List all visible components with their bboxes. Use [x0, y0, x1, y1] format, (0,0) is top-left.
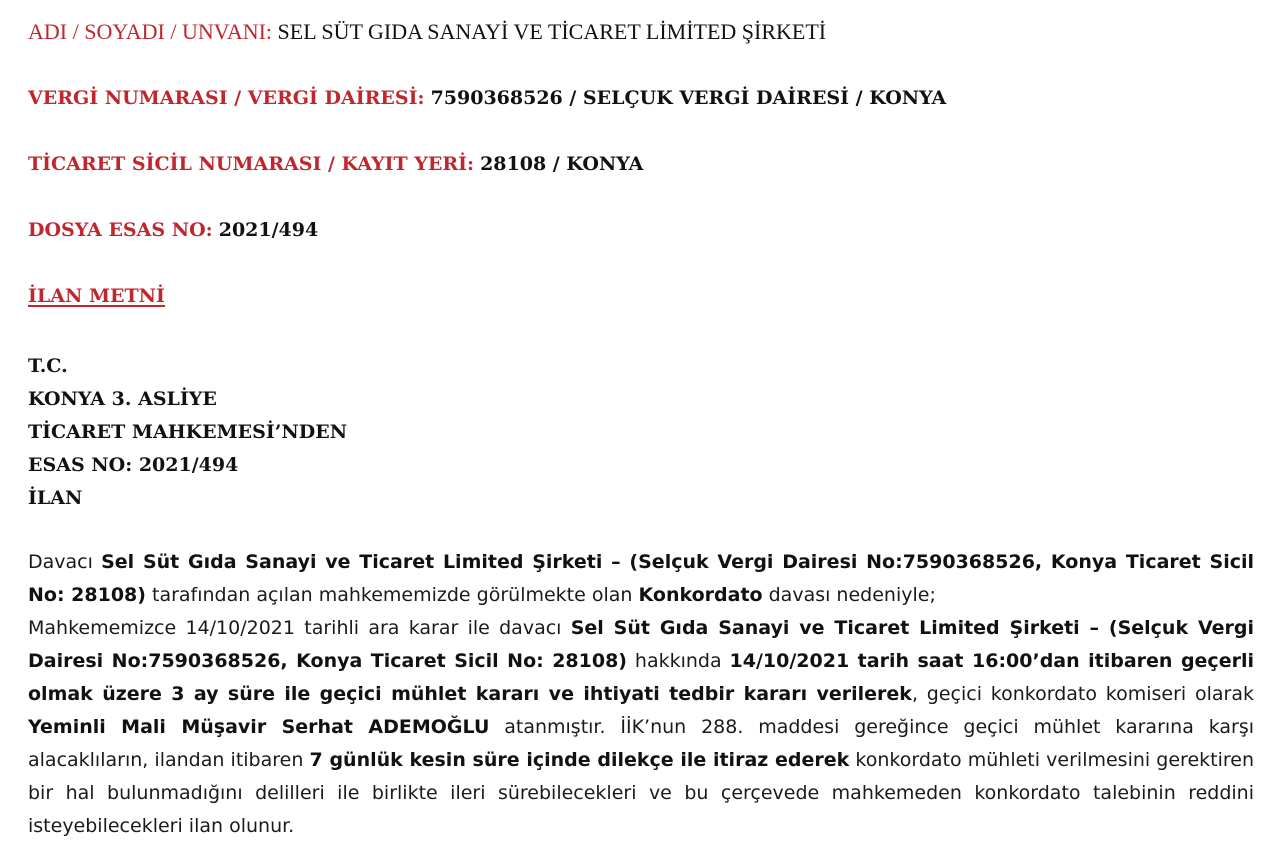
registry-label: TİCARET SİCİL NUMARASI / KAYIT YERİ:: [28, 153, 475, 175]
paragraph1-run-0: Davacı: [28, 551, 102, 573]
paragraph1-run-4: davası nedeniyle;: [762, 584, 936, 606]
court-header: [28, 350, 347, 515]
case-value: 2021/494: [218, 219, 319, 241]
announcement-body: [28, 546, 1254, 843]
paragraph-1: [28, 546, 1254, 612]
company-name-field: [28, 20, 826, 44]
ilan-title: İLAN METNİ: [28, 285, 165, 307]
registry-field: [28, 152, 643, 176]
court-line-court: TİCARET MAHKEMESİ’NDEN: [28, 421, 348, 443]
paragraph2-run-0: Mahkememizce 14/10/2021 tarihli ara karar ile davacı: [28, 617, 571, 639]
company-name-value: SEL SÜT GIDA SANAYİ VE TİCARET LİMİTED ŞİRKETİ: [277, 19, 827, 44]
paragraph2-run-1: Sel Süt Gıda Sanayi ve Ticaret Limited Şirketi – (Selçuk Vergi Dairesi No:7590368526, Konya Ticaret Sicil No: 28108): [28, 617, 1254, 672]
case-field: [28, 218, 318, 242]
court-line-tc: T.C.: [28, 355, 68, 377]
paragraph2-run-8: konkordato mühleti verilmesini gerektiren bir hal bulunmadığını delilleri ile birlikte ileri sürebilecekleri ve bu çerçevede mahkemeden konkordato talebinin reddini isteyebilecekleri ilan olunur.: [28, 749, 1254, 837]
paragraph-2: [28, 612, 1254, 843]
paragraph1-run-2: tarafından açılan mahkememizde görülmekte olan: [145, 584, 639, 606]
paragraph1-run-1: Sel Süt Gıda Sanayi ve Ticaret Limited Şirketi – (Selçuk Vergi Dairesi No:7590368526, Konya Ticaret Sicil No: 28108): [28, 551, 1254, 606]
paragraph1-run-3: Konkordato: [638, 584, 763, 606]
paragraph2-run-4: , geçici konkordato komiseri olarak: [911, 683, 1255, 705]
paragraph2-run-6: atanmıştır. İİK’nun 288. maddesi gereğince geçici mühlet kararına karşı alacaklıların, ilandan itibaren: [28, 716, 1254, 771]
paragraph2-run-5: Yeminli Mali Müşavir Serhat ADEMOĞLU: [28, 716, 490, 738]
tax-field: [28, 86, 946, 110]
paragraph2-run-2: hakkında: [627, 650, 730, 672]
ilan-heading: [28, 284, 165, 308]
tax-value: 7590368526 / SELÇUK VERGİ DAİRESİ / KONYA: [430, 87, 947, 109]
company-name-label: ADI / SOYADI / UNVANI:: [28, 19, 273, 44]
registry-value: 28108 / KONYA: [480, 153, 644, 175]
paragraph2-run-7: 7 günlük kesin süre içinde dilekçe ile itiraz ederek: [309, 749, 850, 771]
case-label: DOSYA ESAS NO:: [28, 219, 213, 241]
court-line-ilan: İLAN: [28, 487, 83, 509]
paragraph2-run-3: 14/10/2021 tarih saat 16:00’dan itibaren geçerli olmak üzere 3 ay süre ile geçici mühlet kararı ve ihtiyati tedbir kararı verilerek: [28, 650, 1254, 705]
tax-label: VERGİ NUMARASI / VERGİ DAİRESİ:: [28, 87, 425, 109]
court-line-city: KONYA 3. ASLİYE: [28, 388, 217, 410]
court-line-case: ESAS NO: 2021/494: [28, 454, 239, 476]
